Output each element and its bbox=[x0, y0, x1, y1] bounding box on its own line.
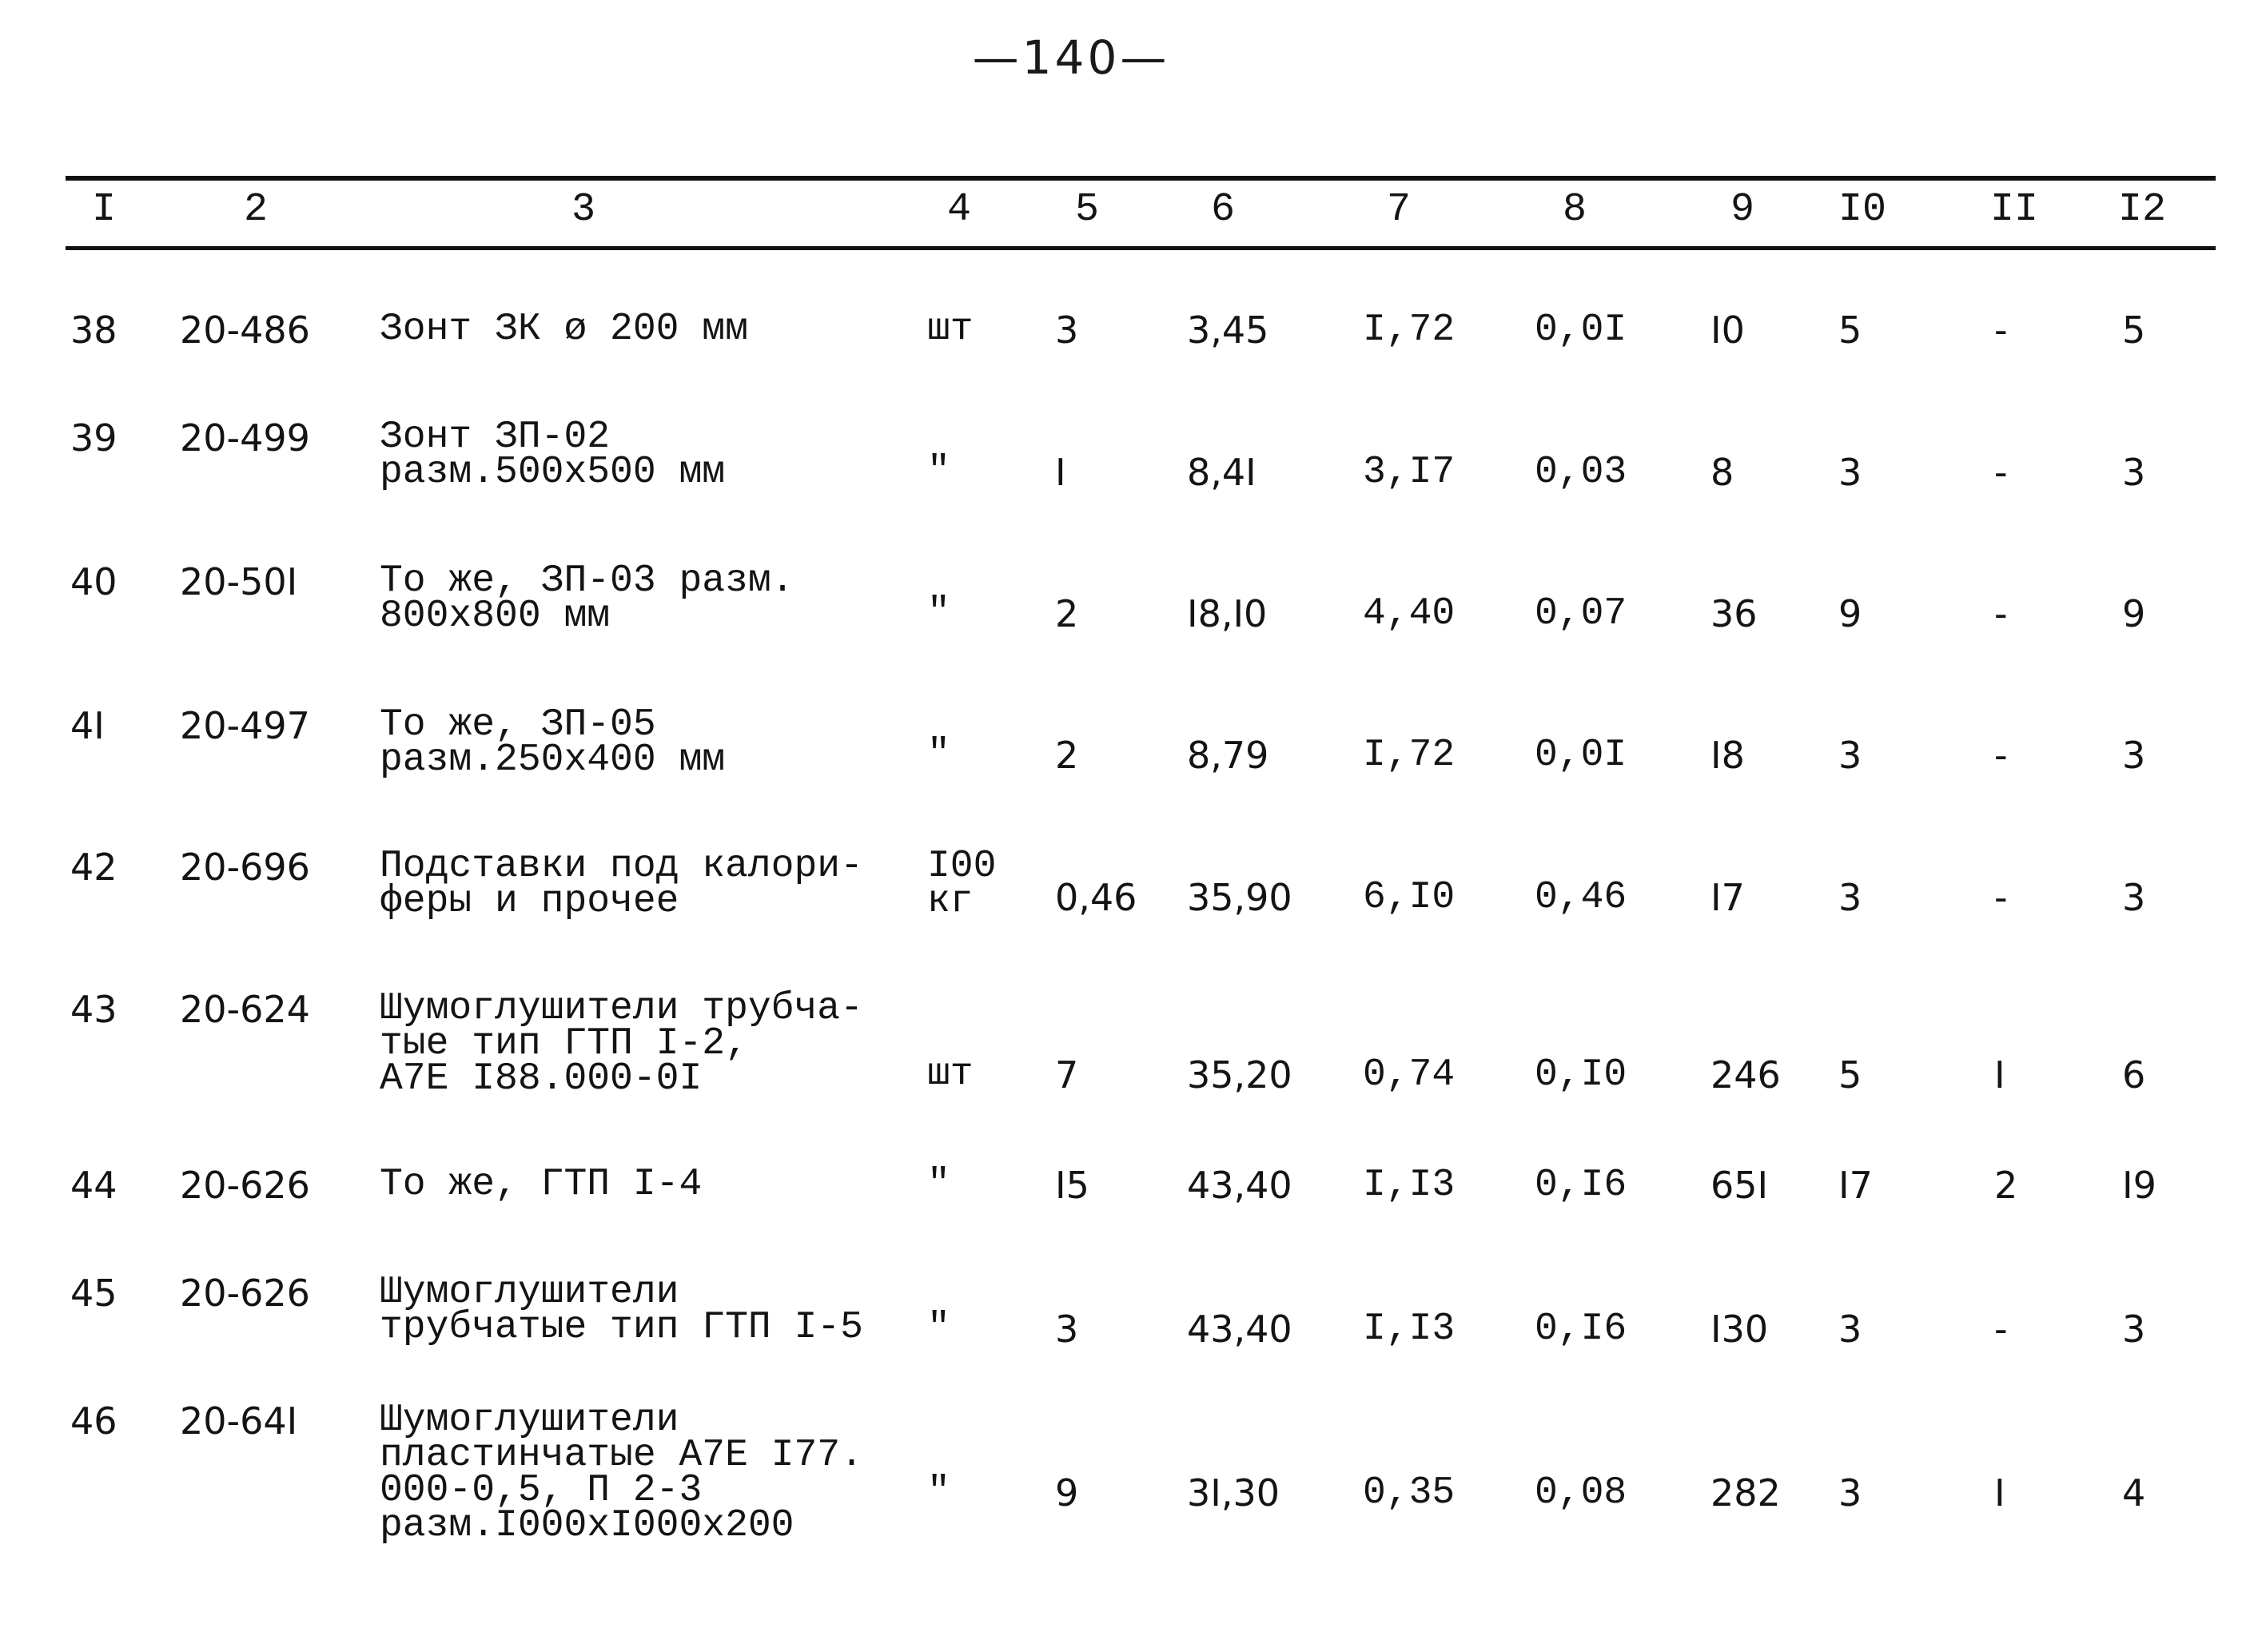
row-col10: I7 bbox=[1838, 1164, 1873, 1207]
row-col10: 9 bbox=[1838, 592, 1862, 635]
row-col7: I,72 bbox=[1363, 309, 1456, 352]
row-number: 46 bbox=[70, 1399, 117, 1443]
row-description-line: Шумоглушители bbox=[380, 1399, 679, 1442]
row-description-line: феры и прочее bbox=[380, 880, 679, 923]
row-price: 8,79 bbox=[1187, 734, 1269, 777]
row-col8: 0,08 bbox=[1535, 1471, 1627, 1515]
row-quantity: 3 bbox=[1055, 309, 1079, 352]
row-col12: 4 bbox=[2122, 1471, 2146, 1515]
row-price: 3,45 bbox=[1187, 309, 1269, 352]
row-unit-line: I00 bbox=[927, 845, 997, 888]
column-header-6: 6 bbox=[1210, 187, 1235, 233]
row-col11: - bbox=[1994, 876, 2008, 919]
row-description-line: То же, ЗП-05 bbox=[380, 703, 656, 746]
row-col12: 3 bbox=[2122, 734, 2146, 777]
row-col9: I0 bbox=[1710, 309, 1745, 352]
row-col8: 0,03 bbox=[1535, 451, 1627, 494]
row-col7: 4,40 bbox=[1363, 592, 1456, 635]
row-unit-line: " bbox=[927, 1307, 950, 1350]
row-description bbox=[380, 559, 794, 638]
row-unit-line: " bbox=[927, 1163, 950, 1206]
row-description bbox=[380, 703, 726, 782]
row-code: 20-486 bbox=[180, 309, 310, 352]
row-col12: 3 bbox=[2122, 876, 2146, 919]
row-unit bbox=[927, 1471, 950, 1514]
row-quantity: 3 bbox=[1055, 1308, 1079, 1351]
row-price: 8,4I bbox=[1187, 451, 1256, 494]
row-description-line: разм.250х400 мм bbox=[380, 738, 726, 782]
page-number: —140— bbox=[972, 30, 1170, 85]
row-col12: 3 bbox=[2122, 1308, 2146, 1351]
row-code: 20-696 bbox=[180, 846, 310, 889]
row-description-line: А7Е I88.000-0I bbox=[380, 1057, 703, 1101]
row-description-line: Зонт ЗП-02 bbox=[380, 416, 611, 459]
row-code: 20-497 bbox=[180, 704, 310, 747]
column-header-3: 3 bbox=[571, 187, 595, 233]
row-col12: 3 bbox=[2122, 451, 2146, 494]
row-unit bbox=[927, 1307, 950, 1350]
row-description-line: пластинчатые А7Е I77. bbox=[380, 1434, 863, 1477]
row-code: 20-626 bbox=[180, 1272, 310, 1315]
row-col12: 6 bbox=[2122, 1053, 2146, 1097]
row-col7: I,I3 bbox=[1363, 1164, 1456, 1207]
row-price: I8,I0 bbox=[1187, 592, 1268, 635]
row-col11: - bbox=[1994, 592, 2008, 635]
row-col11: I bbox=[1994, 1471, 2005, 1515]
row-description-line: Зонт ЗК ø 200 мм bbox=[380, 308, 748, 351]
row-unit bbox=[927, 845, 997, 923]
column-header-1: I bbox=[91, 187, 116, 233]
row-col12: 9 bbox=[2122, 592, 2146, 635]
row-price: 3I,30 bbox=[1187, 1471, 1280, 1515]
row-price: 35,90 bbox=[1187, 876, 1292, 919]
row-unit-line: шт bbox=[927, 308, 974, 351]
row-description bbox=[380, 308, 748, 351]
row-col7: 0,35 bbox=[1363, 1471, 1456, 1515]
row-col9: I7 bbox=[1710, 876, 1745, 919]
row-col11: - bbox=[1994, 309, 2008, 352]
table-top-rule bbox=[66, 176, 2216, 181]
row-col9: 65I bbox=[1710, 1164, 1769, 1207]
row-price: 43,40 bbox=[1187, 1164, 1292, 1207]
row-quantity: I bbox=[1055, 451, 1066, 494]
row-description-line: То же, ЗП-03 разм. bbox=[380, 559, 794, 603]
row-col10: 5 bbox=[1838, 1053, 1862, 1097]
row-description bbox=[380, 1399, 863, 1547]
row-unit bbox=[927, 308, 974, 351]
row-col8: 0,I6 bbox=[1535, 1164, 1627, 1207]
row-description-line: тые тип ГТП I-2, bbox=[380, 1022, 748, 1065]
column-header-2: 2 bbox=[243, 187, 268, 233]
row-col7: 3,I7 bbox=[1363, 451, 1456, 494]
row-col7: 0,74 bbox=[1363, 1053, 1456, 1097]
row-unit bbox=[927, 1053, 974, 1096]
row-col9: 36 bbox=[1710, 592, 1758, 635]
row-description-line: разм.I000хI000х200 bbox=[380, 1504, 794, 1547]
row-col11: 2 bbox=[1994, 1164, 2018, 1207]
row-description-line: То же, ГТП I-4 bbox=[380, 1163, 703, 1206]
row-code: 20-50I bbox=[180, 560, 298, 603]
row-description-line: трубчатые тип ГТП I-5 bbox=[380, 1306, 863, 1349]
row-col10: 5 bbox=[1838, 309, 1862, 352]
row-number: 43 bbox=[70, 988, 117, 1031]
row-quantity: 7 bbox=[1055, 1053, 1079, 1097]
row-unit bbox=[927, 450, 950, 493]
row-unit-line: " bbox=[927, 733, 950, 776]
row-col9: I8 bbox=[1710, 734, 1745, 777]
row-number: 4I bbox=[70, 704, 105, 747]
row-col12: 5 bbox=[2122, 309, 2146, 352]
row-col9: 246 bbox=[1710, 1053, 1781, 1097]
column-header-7: 7 bbox=[1386, 187, 1411, 233]
row-description-line: Шумоглушители bbox=[380, 1271, 679, 1314]
row-unit-line: " bbox=[927, 1471, 950, 1514]
row-price: 43,40 bbox=[1187, 1308, 1292, 1351]
row-col10: 3 bbox=[1838, 1471, 1862, 1515]
row-col11: - bbox=[1994, 451, 2008, 494]
row-quantity: 2 bbox=[1055, 734, 1079, 777]
row-unit bbox=[927, 733, 950, 776]
row-col7: I,72 bbox=[1363, 734, 1456, 777]
row-col8: 0,46 bbox=[1535, 876, 1627, 919]
row-unit-line: шт bbox=[927, 1053, 974, 1096]
row-col11: - bbox=[1994, 1308, 2008, 1351]
row-code: 20-64I bbox=[180, 1399, 298, 1443]
row-number: 40 bbox=[70, 560, 117, 603]
column-header-4: 4 bbox=[946, 187, 971, 233]
row-unit-line: " bbox=[927, 450, 950, 493]
row-description-line: Подставки под калори- bbox=[380, 845, 863, 888]
column-header-5: 5 bbox=[1074, 187, 1099, 233]
row-code: 20-499 bbox=[180, 416, 310, 460]
row-description bbox=[380, 1271, 863, 1349]
column-header-9: 9 bbox=[1730, 187, 1754, 233]
row-description-line: 000-0,5, П 2-3 bbox=[380, 1469, 703, 1512]
row-quantity: 2 bbox=[1055, 592, 1079, 635]
row-number: 39 bbox=[70, 416, 117, 460]
row-number: 44 bbox=[70, 1164, 117, 1207]
row-col10: 3 bbox=[1838, 451, 1862, 494]
row-col8: 0,0I bbox=[1535, 309, 1627, 352]
row-col7: I,I3 bbox=[1363, 1308, 1456, 1351]
row-description-line: разм.500х500 мм bbox=[380, 451, 726, 494]
column-header-8: 8 bbox=[1562, 187, 1587, 233]
row-col8: 0,I6 bbox=[1535, 1308, 1627, 1351]
row-code: 20-626 bbox=[180, 1164, 310, 1207]
table-header-rule bbox=[66, 246, 2216, 250]
row-unit-line: " bbox=[927, 591, 950, 635]
row-number: 45 bbox=[70, 1272, 117, 1315]
row-col10: 3 bbox=[1838, 1308, 1862, 1351]
row-col9: 282 bbox=[1710, 1471, 1781, 1515]
row-col8: 0,0I bbox=[1535, 734, 1627, 777]
row-col11: - bbox=[1994, 734, 2008, 777]
row-code: 20-624 bbox=[180, 988, 310, 1031]
row-col8: 0,I0 bbox=[1535, 1053, 1627, 1097]
row-description-line: 800х800 мм bbox=[380, 595, 611, 638]
row-col10: 3 bbox=[1838, 734, 1862, 777]
row-col8: 0,07 bbox=[1535, 592, 1627, 635]
row-description bbox=[380, 416, 726, 494]
row-quantity: 0,46 bbox=[1055, 876, 1137, 919]
row-description bbox=[380, 987, 863, 1101]
row-description-line: Шумоглушители трубча- bbox=[380, 987, 863, 1030]
column-header-12: I2 bbox=[2117, 187, 2166, 233]
row-col7: 6,I0 bbox=[1363, 876, 1456, 919]
row-unit bbox=[927, 1163, 950, 1206]
column-header-11: II bbox=[1989, 187, 2038, 233]
row-description bbox=[380, 845, 863, 923]
row-col10: 3 bbox=[1838, 876, 1862, 919]
row-price: 35,20 bbox=[1187, 1053, 1292, 1097]
row-number: 42 bbox=[70, 846, 117, 889]
row-col11: I bbox=[1994, 1053, 2005, 1097]
row-col12: I9 bbox=[2122, 1164, 2156, 1207]
row-description bbox=[380, 1163, 703, 1206]
column-header-10: I0 bbox=[1838, 187, 1886, 233]
row-number: 38 bbox=[70, 309, 117, 352]
row-col9: 8 bbox=[1710, 451, 1734, 494]
row-col9: I30 bbox=[1710, 1308, 1769, 1351]
row-unit bbox=[927, 591, 950, 635]
row-quantity: I5 bbox=[1055, 1164, 1089, 1207]
row-unit-line: кг bbox=[927, 880, 974, 923]
row-quantity: 9 bbox=[1055, 1471, 1079, 1515]
table-header-row bbox=[0, 184, 2266, 241]
